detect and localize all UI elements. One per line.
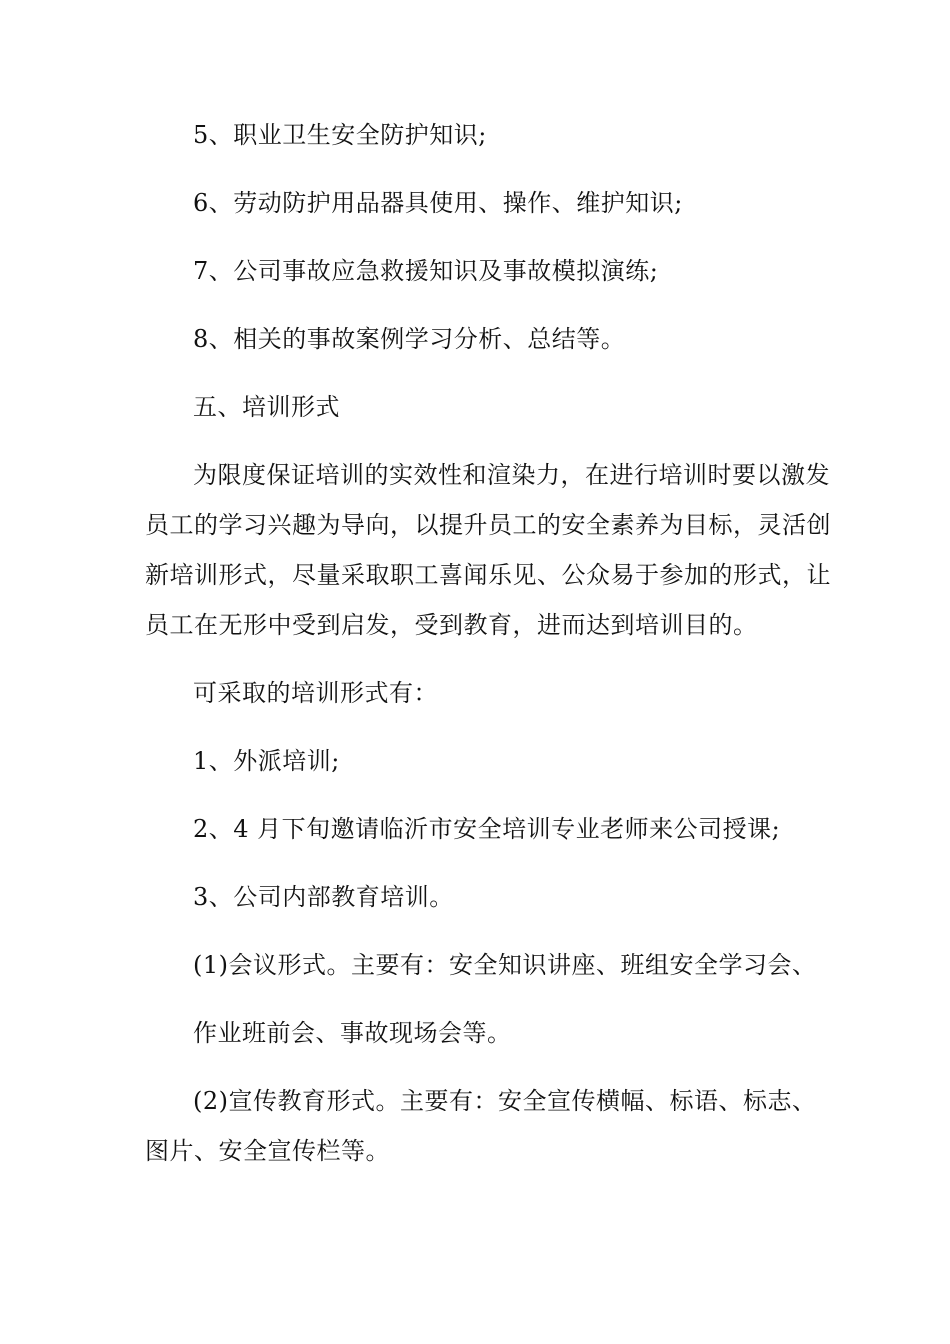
paragraph-line: 员工在无形中受到启发，受到教育，进而达到培训目的。 xyxy=(145,611,758,639)
intro-line: 可采取的培训形式有： xyxy=(193,679,438,707)
sub-item-1-continued: 作业班前会、事故现场会等。 xyxy=(193,1019,512,1047)
list-item-5: 5、职业卫生安全防护知识; xyxy=(193,121,487,149)
paragraph-line: 员工的学习兴趣为导向，以提升员工的安全素养为目标，灵活创 xyxy=(145,511,831,539)
list-item-6: 6、劳动防护用品器具使用、操作、维护知识; xyxy=(193,189,683,217)
list-item-3: 3、公司内部教育培训。 xyxy=(193,883,454,911)
sub-item-1: (1)会议形式。主要有：安全知识讲座、班组安全学习会、 xyxy=(193,951,817,979)
sub-item-2: (2)宣传教育形式。主要有：安全宣传横幅、标语、标志、 xyxy=(193,1087,817,1115)
list-item-7: 7、公司事故应急救援知识及事故模拟演练; xyxy=(193,257,659,285)
list-item-2: 2、4 月下旬邀请临沂市安全培训专业老师来公司授课; xyxy=(193,815,781,843)
section-heading: 五、培训形式 xyxy=(193,393,340,421)
list-item-8: 8、相关的事故案例学习分析、总结等。 xyxy=(193,325,626,353)
sub-item-2-continued: 图片、安全宣传栏等。 xyxy=(145,1137,390,1165)
paragraph-line: 为限度保证培训的实效性和渲染力，在进行培训时要以激发 xyxy=(193,461,830,489)
list-item-1: 1、外派培训; xyxy=(193,747,340,775)
paragraph-line: 新培训形式，尽量采取职工喜闻乐见、公众易于参加的形式，让 xyxy=(145,561,831,589)
